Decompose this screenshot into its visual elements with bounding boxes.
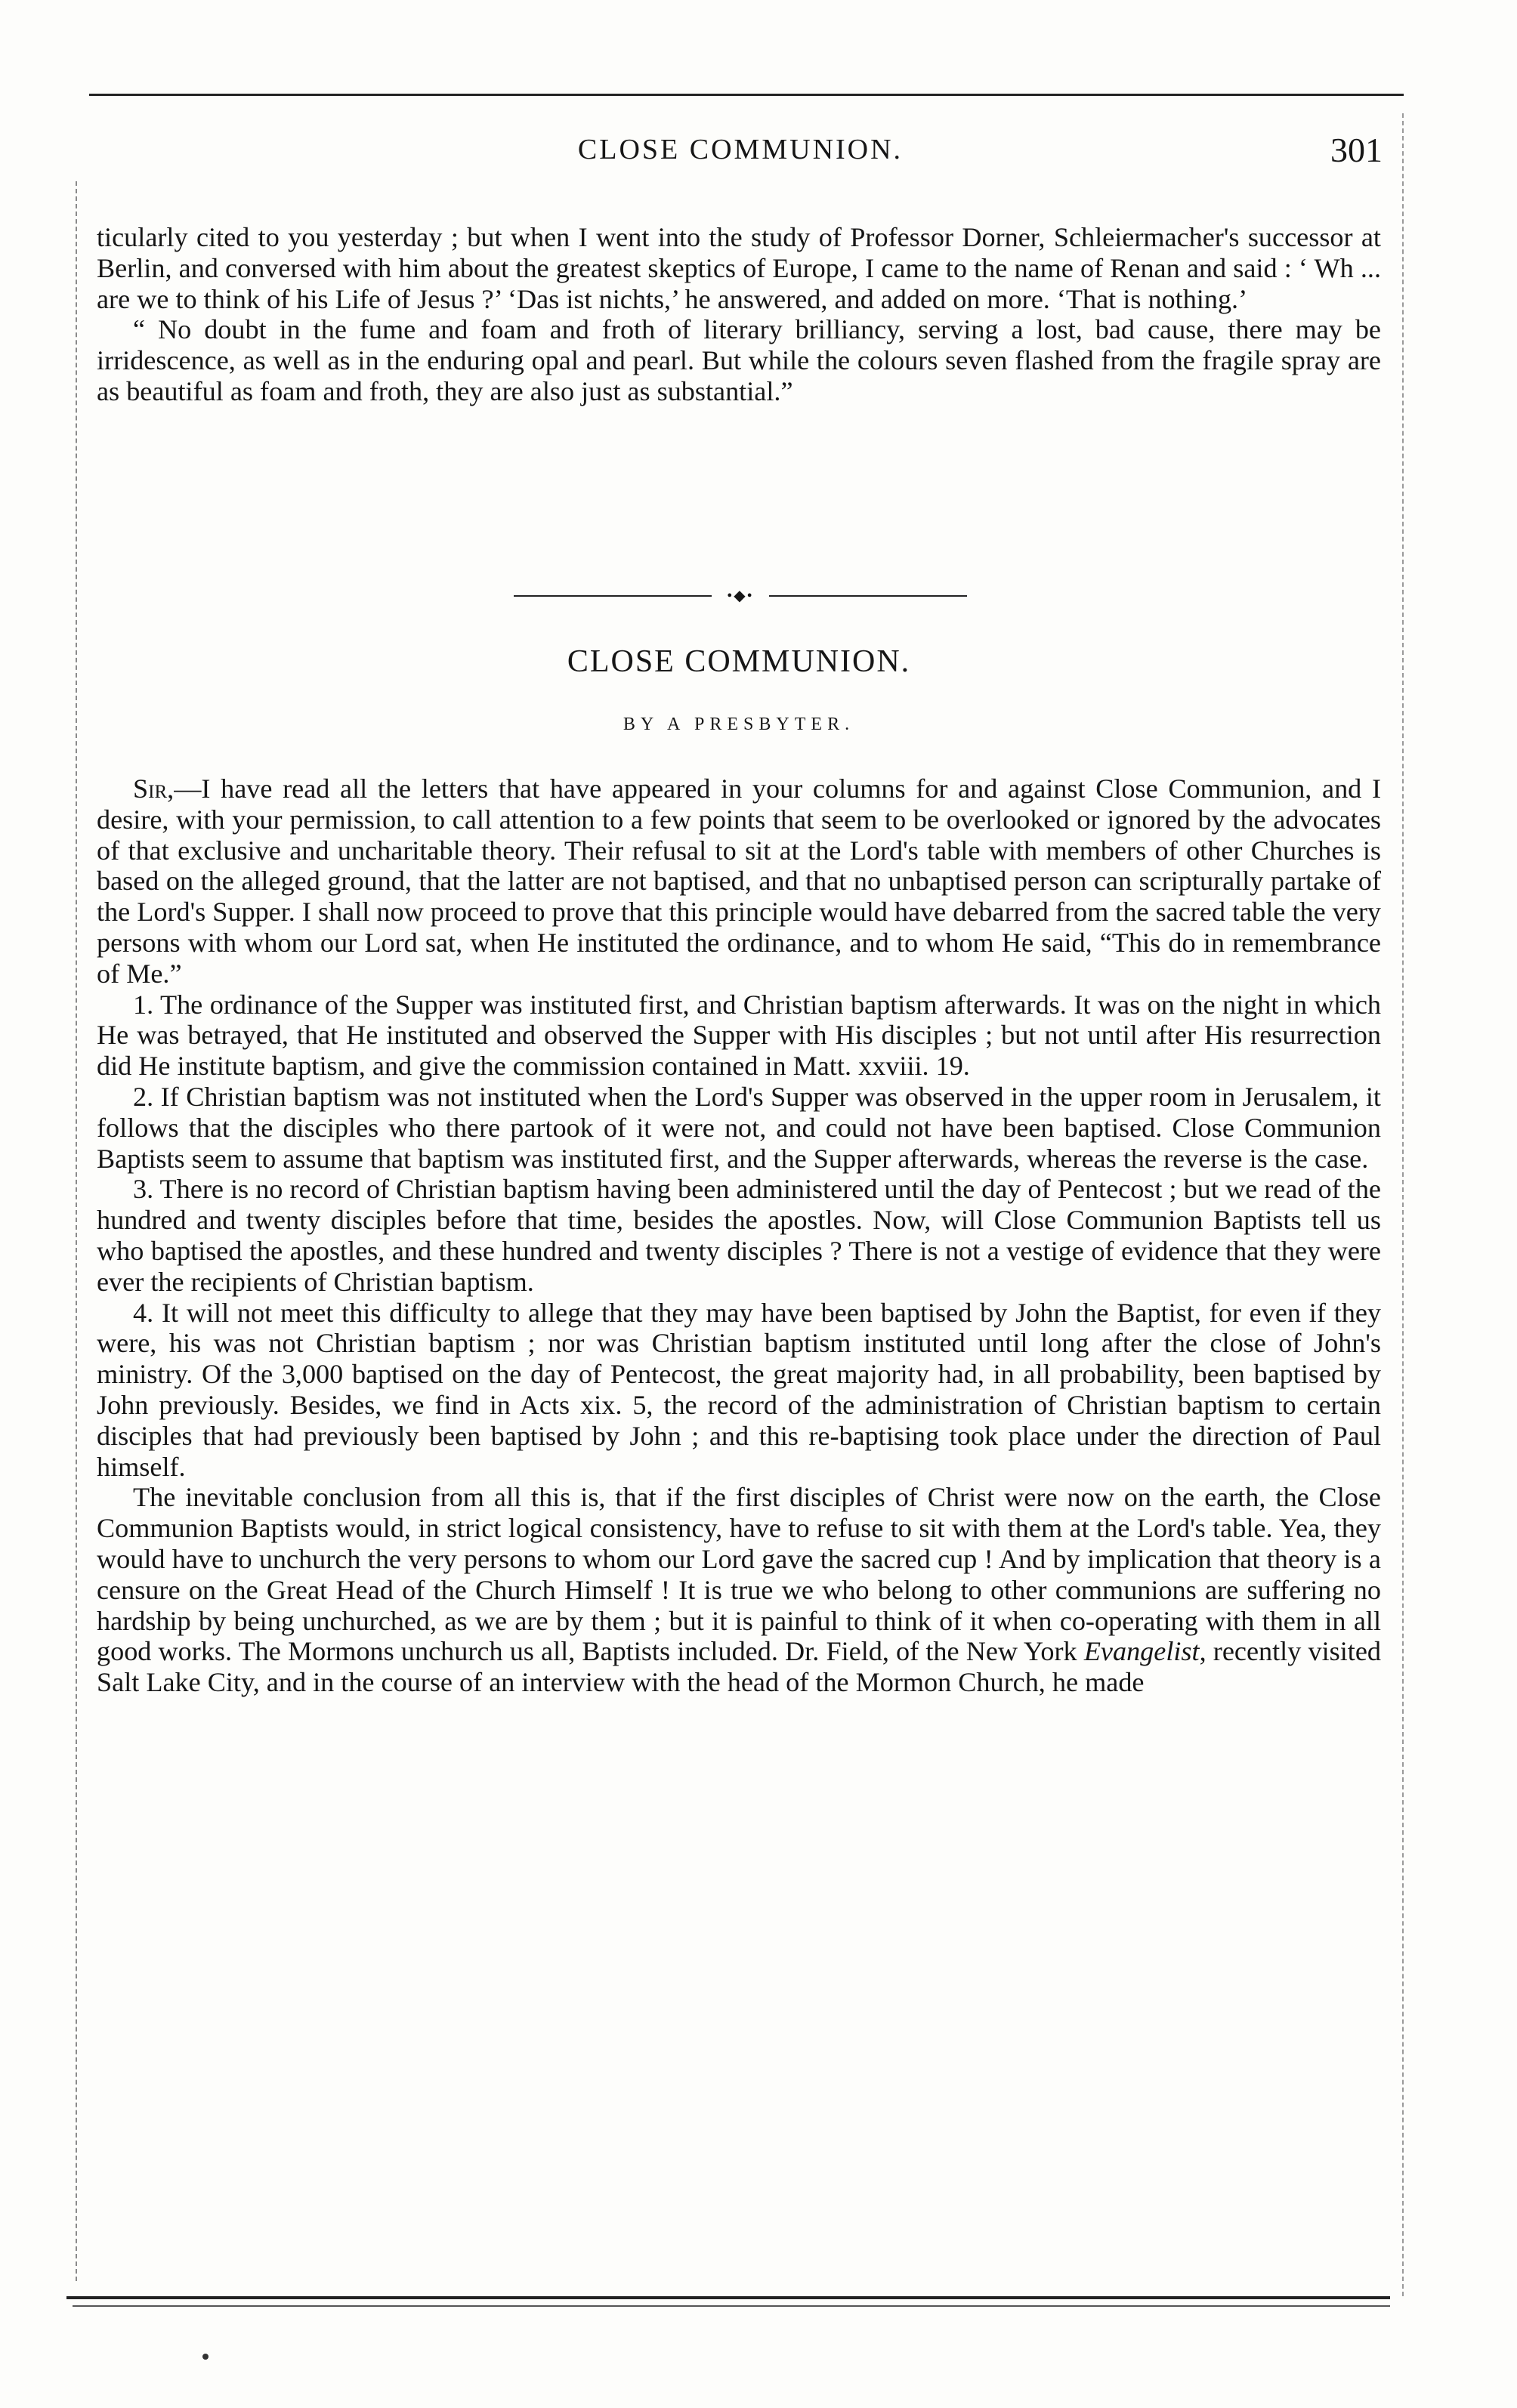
divider-line-right	[769, 595, 967, 597]
quote-paragraph: “ No doubt in the fume and foam and froth of literary brilliancy, serving a lost, bad cause, there may be irridescence, as well as in the enduring opal and pearl. But while the colours seven flashed from the fragile spray are as beautiful as foam and froth, they are also just as substantial.”	[97, 314, 1381, 406]
article-byline: BY A PRESBYTER.	[623, 715, 855, 734]
paragraph-text: —I have read all the letters that have appeared in your columns for and against Close Communion, and I desire, with your permission, to call attention to a few points that seem to be overlooked or ignored by the advocates of that exclusive and uncharitable theory. Their refusal to sit at the Lord's table with members of other Churches is based on the alleged ground, that the latter are not baptised, and that no unbaptised person can scripturally partake of the Lord's Supper. I shall now proceed to prove that this principle would have debarred from the sacred table the very persons with whom our Lord sat, when He instituted the ordinance, and to whom He said, “This do in remembrance of Me.”	[97, 773, 1381, 989]
bottom-rule	[66, 2296, 1390, 2299]
salutation: Sir,	[133, 773, 175, 804]
article-title: CLOSE COMMUNION.	[567, 644, 911, 679]
article-paragraph: 3. There is no record of Christian baptism having been administered until the day of Pentecost ; but we read of the hundred and twenty disciples before that time, besides the apostles. Now, will Close Communion Baptists tell us who baptised the apostles, and these hundred and twenty disciples ? There is not a vestige of evidence that they were ever the recipients of Christian baptism.	[97, 1174, 1381, 1297]
right-margin-mark	[1402, 113, 1404, 2296]
divider-ornament: •◆•	[727, 588, 754, 604]
intro-quote	[97, 222, 1381, 407]
ink-speck	[202, 2354, 209, 2360]
bottom-rule-thin	[73, 2305, 1390, 2307]
article-body	[97, 773, 1381, 1698]
page-header	[98, 130, 1383, 175]
paragraph-text: The inevitable conclusion from all this is, that if the first disciples of Christ were now on the earth, the Close Communion Baptists would, in strict logical consistency, have to refuse to sit with them at the Lord's table. Yea, they would have to unchurch the very persons to whom our Lord gave the sacred cup ! And by implication that theory is a censure on the Great Head of the Church Himself ! It is true we who belong to other communions are suffering no hardship by being unchurched, as we are by them ; but it is painful to think of it when co-operating with them in all good works. The Mormons unchurch us all, Baptists included. Dr. Field, of the New York	[97, 1482, 1381, 1667]
paragraph-text: , recently visited Salt Lake City, and in the course of an interview with the head of the Mormon Church, he made	[97, 1636, 1381, 1698]
article-paragraph: 4. It will not meet this difficulty to allege that they may have been baptised by John the Baptist, for even if they were, his was not Christian baptism ; nor was Christian baptism instituted until long after the close of John's ministry. Of the 3,000 baptised on the day of Pentecost, the great majority had, in all probability, been baptised by John previously. Besides, we find in Acts xix. 5, the record of the administration of Christian baptism to certain disciples that had previously been baptised by John ; and this re-baptising took place under the direction of Paul himself.	[97, 1297, 1381, 1482]
article-paragraph: 1. The ordinance of the Supper was instituted first, and Christian baptism afterwards. It was on the night in which He was betrayed, that He instituted and observed the Supper with His disciples ; but not until after His resurrection did He institute baptism, and give the commission contained in Matt. xxviii. 19.	[97, 989, 1381, 1082]
top-rule	[89, 94, 1404, 96]
quote-paragraph: ticularly cited to you yesterday ; but when I went into the study of Professor Dorner, Schleiermacher's successor at Berlin, and conversed with him about the greatest skeptics of Europe, I came to the name of Renan and said : ‘ Wh ... are we to think of his Life of Jesus ?’ ‘Das ist nichts,’ he answered, and added on more. ‘That is nothing.’	[97, 222, 1381, 314]
journal-title: Evangelist	[1083, 1636, 1200, 1667]
article-paragraph	[97, 1482, 1381, 1698]
running-title: CLOSE COMMUNION.	[577, 134, 904, 165]
left-margin-mark	[76, 181, 77, 2281]
page-number: 301	[1330, 131, 1383, 169]
section-divider	[514, 588, 967, 604]
article-paragraph: 2. If Christian baptism was not instituted when the Lord's Supper was observed in the upper room in Jerusalem, it follows that the disciples who there partook of it were not, and could not have been baptised. Close Communion Baptists seem to assume that baptism was instituted first, and the Supper afterwards, whereas the reverse is the case.	[97, 1081, 1381, 1174]
divider-line-left	[514, 595, 712, 597]
article-paragraph	[97, 773, 1381, 989]
